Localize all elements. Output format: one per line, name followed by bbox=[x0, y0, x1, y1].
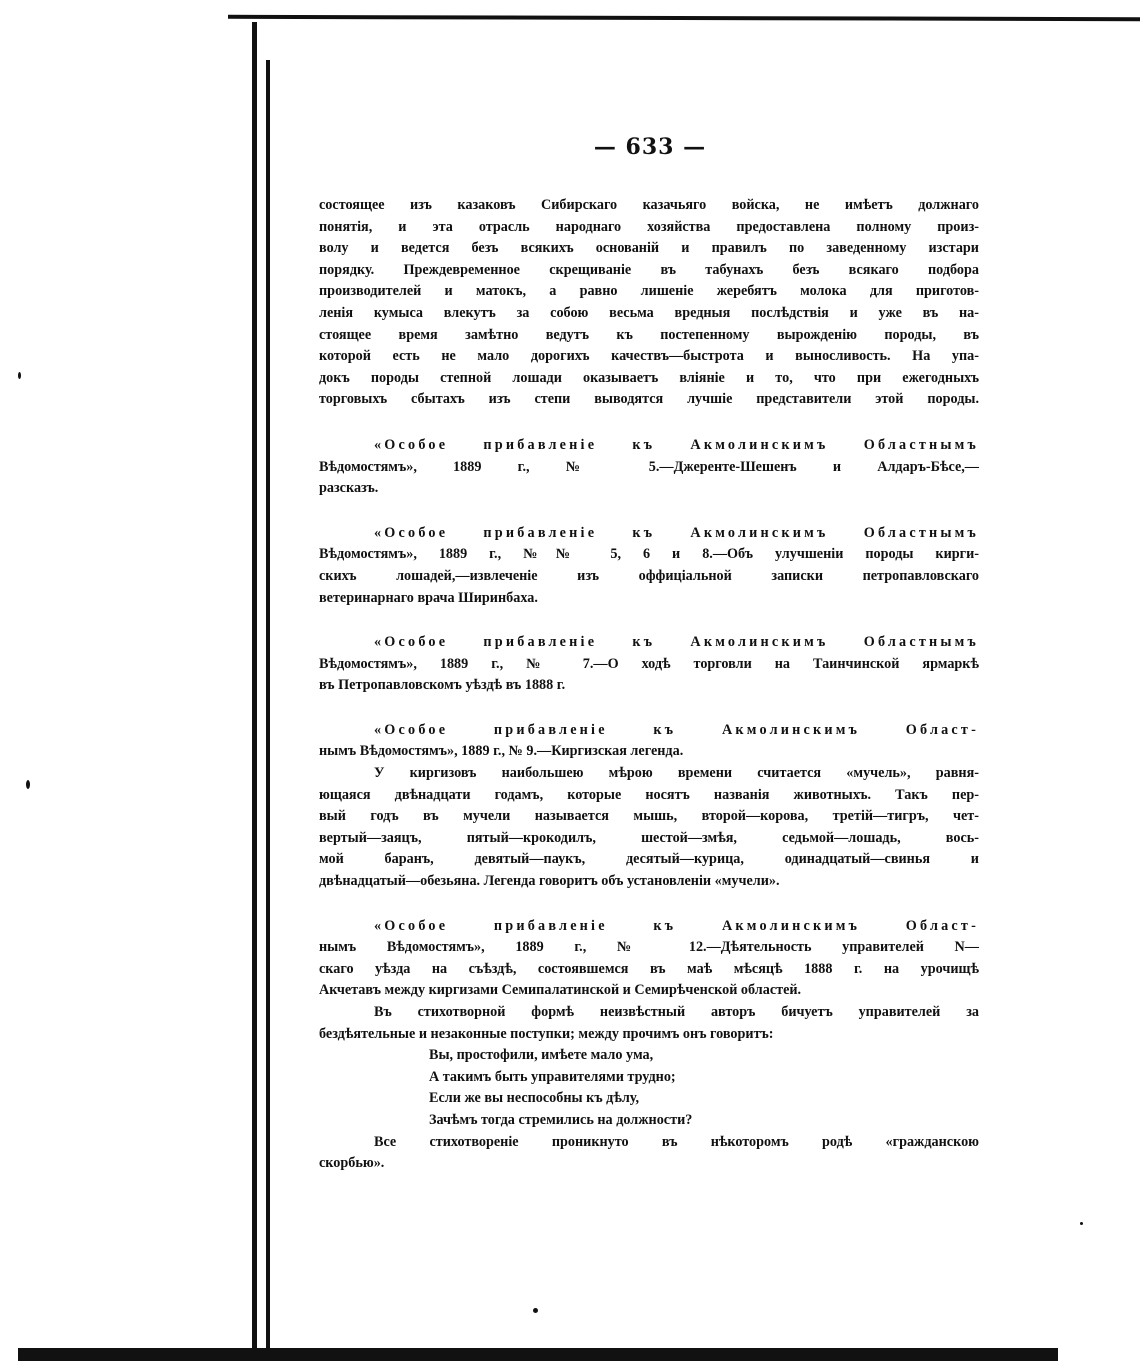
text-line: ветеринарнаго врача Ширинбаха. bbox=[319, 589, 538, 606]
text-line: Вѣдомостямъ», 1889 г., № 5.—Джеренте-Шешенъ и Алдаръ-Бѣсе,— bbox=[319, 458, 979, 475]
text-line: двѣнадцатый—обезьяна. Легенда говоритъ объ установленіи «мучели». bbox=[319, 873, 780, 890]
page-number: — 633 — bbox=[593, 134, 707, 160]
text-line: производителей и матокъ, а равно лишеніе жеребятъ молока для приготов- bbox=[319, 283, 979, 300]
text-line: Вѣдомостямъ», 1889 г., № 7.—О ходѣ торговли на Таинчинской ярмаркѣ bbox=[319, 655, 979, 672]
bibliography-entry-5 bbox=[319, 916, 979, 1175]
text-line: Акчетавъ между киргизами Семипалатинской и Семирѣченской областей. bbox=[319, 982, 802, 999]
text-line: скорбью». bbox=[319, 1155, 385, 1172]
poem-line: Зачѣмъ тогда стремились на должности? bbox=[429, 1111, 693, 1128]
text-line: разсказъ. bbox=[319, 480, 379, 497]
text-line: Въ стихотворной формѣ неизвѣстный авторъ бичуетъ управителей за bbox=[374, 1004, 979, 1020]
poem-line: А такимъ быть управителями трудно; bbox=[429, 1068, 676, 1085]
bibliography-entry-1 bbox=[319, 435, 979, 500]
text-line: ленія кумыса влекутъ за собою весьма вредныя послѣдствія и уже въ на- bbox=[319, 304, 979, 321]
page-frame-bottom-edge bbox=[18, 1348, 1058, 1361]
text-line: ющаяся двѣнадцати годамъ, которые носятъ названія животныхъ. Такъ пер- bbox=[319, 786, 979, 803]
bibliography-entry-3 bbox=[319, 632, 979, 697]
entry-heading: «Особое прибавленіе къ Акмолинскимъ Областнымъ bbox=[374, 634, 979, 651]
text-line: нымъ Вѣдомостямъ», 1889 г., № 9.—Киргизская легенда. bbox=[319, 743, 684, 760]
text-line: вертый—заяцъ, пятый—крокодилъ, шестой—змѣя, седьмой—лошадь, вось- bbox=[319, 829, 979, 846]
scan-speck bbox=[1080, 1222, 1083, 1225]
page-frame-top-edge bbox=[228, 15, 1140, 21]
entry-heading: «Особое прибавленіе къ Акмолинскимъ Област- bbox=[374, 917, 979, 934]
text-line: Все стихотвореніе проникнуто въ нѣкоторомъ родѣ «гражданскою bbox=[374, 1133, 979, 1150]
text-line: Вѣдомостямъ», 1889 г., №№ 5, 6 и 8.—Объ улучшеніи породы кирги- bbox=[319, 546, 979, 563]
bibliography-entry-4 bbox=[319, 720, 979, 893]
text-line: скаго уѣзда на съѣздѣ, состоявшемся въ маѣ мѣсяцѣ 1888 г. на урочищѣ bbox=[319, 960, 979, 977]
text-line: порядку. Преждевременное скрещиваніе въ табунахъ безъ всякаго подбора bbox=[319, 261, 979, 278]
bibliography-entry-2 bbox=[319, 523, 979, 609]
text-line: торговыхъ сбытахъ изъ степи выводятся лучшіе представители этой породы. bbox=[319, 391, 979, 408]
poem-line: Вы, простофили, имѣете мало ума, bbox=[429, 1047, 654, 1064]
text-line: нымъ Вѣдомостямъ», 1889 г., № 12.—Дѣятельность управителей N— bbox=[319, 939, 979, 956]
text-line: стоящее время замѣтно ведутъ къ постепенному вырожденію породы, въ bbox=[319, 326, 979, 343]
entry-heading: «Особое прибавленіе къ Акмолинскимъ Областнымъ bbox=[374, 436, 979, 453]
text-line: вый годъ въ мучели называется мышь, второй—корова, третій—тигръ, чет- bbox=[319, 808, 979, 825]
scan-speck bbox=[18, 372, 21, 379]
entry-heading: «Особое прибавленіе къ Акмолинскимъ Областнымъ bbox=[374, 524, 979, 541]
text-line: У киргизовъ наибольшею мѣрою времени считается «мучель», равня- bbox=[374, 765, 979, 782]
text-line: состоящее изъ казаковъ Сибирскаго казачьяго войска, не имѣетъ должнаго bbox=[319, 197, 979, 213]
entry-heading: «Особое прибавленіе къ Акмолинскимъ Област- bbox=[374, 721, 979, 738]
text-line: волу и ведется безъ всякихъ основаній и правилъ по заведенному изстари bbox=[319, 240, 979, 257]
text-column bbox=[319, 195, 979, 1175]
poem-line: Если же вы неспособны къ дѣлу, bbox=[429, 1090, 640, 1107]
poem-quote bbox=[319, 1045, 979, 1131]
text-line: мой баранъ, девятый—паукъ, десятый—курица, одинадцатый—свинья и bbox=[319, 851, 979, 868]
text-line: скихъ лошадей,—извлеченіе изъ оффиціальной записки петропавловскаго bbox=[319, 567, 979, 584]
text-line: которой есть не мало дорогихъ качествъ—быстрота и выносливость. На упа- bbox=[319, 348, 979, 365]
text-line: докъ породы степной лошади оказываетъ вліяніе и то, что при ежегодныхъ bbox=[319, 369, 979, 386]
intro-paragraph bbox=[319, 195, 979, 411]
scan-speck bbox=[26, 780, 30, 789]
text-line: понятія, и эта отрасль народнаго хозяйства предоставлена полному произ- bbox=[319, 218, 979, 235]
page-frame-left-edge bbox=[252, 22, 257, 1361]
text-line: бездѣятельные и незаконные поступки; между прочимъ онъ говоритъ: bbox=[319, 1025, 774, 1042]
page-binding-line bbox=[266, 60, 270, 1361]
text-line: въ Петропавловскомъ уѣздѣ въ 1888 г. bbox=[319, 677, 566, 694]
scan-speck bbox=[533, 1308, 538, 1313]
